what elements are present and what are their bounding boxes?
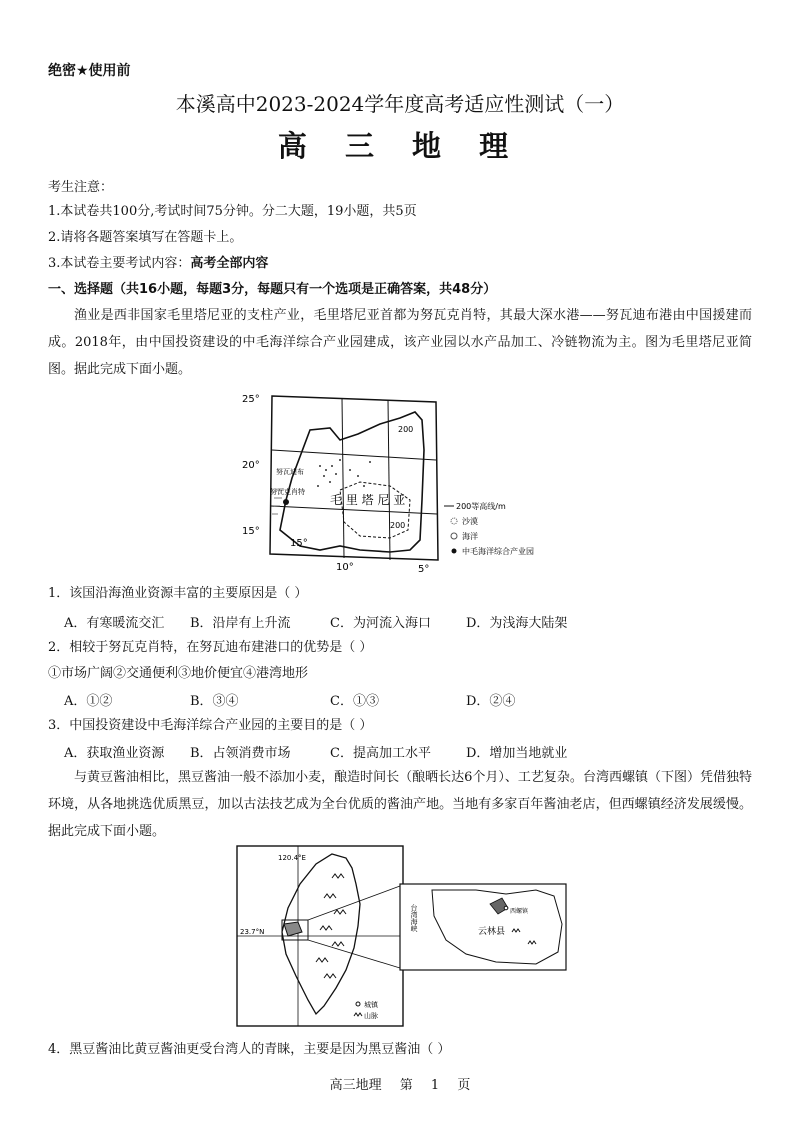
legend-contour: 200等高线/m bbox=[456, 502, 506, 511]
notice-item-2: 2.请将各题答案填写在答题卡上。 bbox=[48, 230, 243, 245]
map1-lat-20: 20° bbox=[242, 460, 260, 471]
map1-lat-25: 25° bbox=[242, 394, 260, 405]
passage-2: 与黄豆酱油相比，黑豆酱油一般不添加小麦，酿造时间长（酿晒长达6个月）、工艺复杂。台湾西螺镇（下图）凭借独特环境，从各地挑选优质黑豆，加以古法技艺成为全台优质的酱油产地。当地有多家百年酱油老店，但西螺镇经济发展缓慢。据此完成下面小题。 bbox=[48, 770, 752, 839]
page-footer: 高三地理 第 1 页 bbox=[329, 1078, 471, 1093]
q1-stem: 1．该国沿海渔业资源丰富的主要原因是（ ） bbox=[48, 586, 308, 601]
xiluo-label: 西螺镇 bbox=[510, 908, 529, 915]
map1-country-label: 毛 里 塔 尼 亚 bbox=[330, 493, 406, 507]
notice-item-1: 1.本试卷共100分,考试时间75分钟。分二大题，19小题，共5页 bbox=[48, 204, 417, 219]
q2-stem: 2．相较于努瓦克肖特，在努瓦迪布建港口的优势是（ ） bbox=[48, 640, 373, 655]
confidential-mark: 绝密★使用前 bbox=[48, 63, 131, 79]
map1-lon-5: 5° bbox=[418, 564, 430, 575]
subject-title: 高 三 地 理 bbox=[277, 129, 523, 163]
map1-lon-10: 10° bbox=[336, 562, 354, 573]
q2-items: ①市场广阔②交通便利③地价便宜④港湾地形 bbox=[48, 666, 309, 681]
q2-option-d: D．②④ bbox=[466, 694, 516, 709]
county-label: 云林县 bbox=[478, 927, 506, 937]
q2-option-b: B．③④ bbox=[190, 694, 239, 709]
notice-heading: 考生注意： bbox=[48, 180, 114, 195]
q2-option-a: A．①② bbox=[64, 694, 113, 709]
map2-lon-label: 120.4°E bbox=[278, 854, 306, 862]
q3-stem: 3．中国投资建设中毛海洋综合产业园的主要目的是（ ） bbox=[48, 718, 373, 733]
map1-contour-label-1: 200 bbox=[398, 425, 414, 434]
q4-stem: 4．黑豆酱油比黄豆酱油更受台湾人的青睐，主要是因为黑豆酱油（ ） bbox=[48, 1042, 451, 1057]
section-heading: 一、选择题（共16小题，每题3分，每题只有一个选项是正确答案，共48分） bbox=[48, 282, 497, 297]
industrial-park-marker bbox=[283, 499, 289, 505]
map2-lat-label: 23.7°N bbox=[240, 928, 265, 936]
q1-option-b: B．沿岸有上升流 bbox=[190, 616, 291, 631]
legend-ocean: 海洋 bbox=[462, 532, 478, 541]
q3-option-c: C．提高加工水平 bbox=[330, 746, 431, 761]
q2-option-c: C．①③ bbox=[330, 694, 379, 709]
q1-option-d: D．为浅海大陆架 bbox=[466, 616, 568, 631]
legend-town: 城镇 bbox=[364, 1001, 378, 1009]
map1-lon-15: 15° bbox=[290, 538, 308, 549]
q3-option-b: B．占领消费市场 bbox=[190, 746, 291, 761]
exam-title: 本溪高中2023-2024学年度高考适应性测试（一） bbox=[175, 92, 625, 116]
map1-place-nouakchott: 努瓦克肖特 bbox=[270, 488, 305, 496]
legend-park: 中毛海洋综合产业园 bbox=[462, 547, 534, 556]
notice-item-3-bold: 高考全部内容 bbox=[190, 256, 269, 271]
q1-option-c: C．为河流入海口 bbox=[330, 616, 431, 631]
legend-desert: 沙漠 bbox=[462, 517, 478, 526]
map1-lat-15: 15° bbox=[242, 526, 260, 537]
passage-1: 渔业是西非国家毛里塔尼亚的支柱产业，毛里塔尼亚首都为努瓦克肖特，其最大深水港——努瓦迪布港由中国援建而成。2018年，由中国投资建设的中毛海洋综合产业园建成，该产业园以水产品加工、冷链物流为主。图为毛里塔尼亚简图。据此完成下面小题。 bbox=[48, 308, 752, 377]
notice-item-3-prefix: 3.本试卷主要考试内容： bbox=[48, 256, 191, 271]
q3-option-d: D．增加当地就业 bbox=[466, 746, 568, 761]
q1-option-a: A．有寒暖流交汇 bbox=[64, 616, 165, 631]
notice-item-3 bbox=[48, 254, 268, 274]
legend-mountain: 山脉 bbox=[364, 1012, 378, 1020]
taiwan-map bbox=[236, 844, 576, 1028]
q3-option-a: A．获取渔业资源 bbox=[64, 746, 165, 761]
strait-label: 台湾海峡 bbox=[410, 904, 418, 932]
mauritania-map bbox=[240, 390, 560, 576]
map1-contour-label-2: 200 bbox=[390, 521, 406, 530]
map1-place-nouadhibou: 努瓦迪布 bbox=[276, 468, 304, 476]
